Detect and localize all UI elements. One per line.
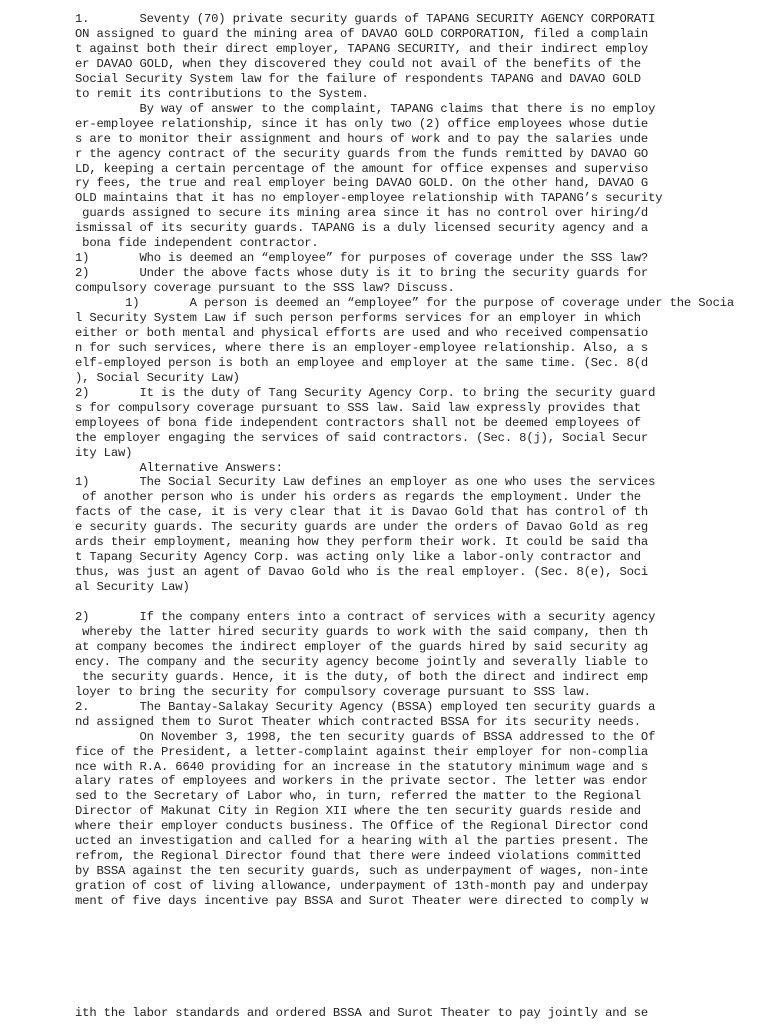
text-line: On November 3, 1998, the ten security guards of BSSA addressed to the Of bbox=[75, 729, 656, 744]
text-line: guards assigned to secure its mining area since it has no control over hiring/d bbox=[75, 206, 649, 221]
text-line: ith the labor standards and ordered BSSA and Surot Theater to pay jointly and se bbox=[75, 1006, 649, 1020]
text-line: 2. The Bantay-Salakay Security Agency (BSSA) employed ten security guards a bbox=[75, 699, 656, 714]
text-line: nce with R.A. 6640 providing for an increase in the statutory minimum wage and s bbox=[75, 759, 649, 774]
text-line: loyer to bring the security for compulsory coverage pursuant to SSS law. bbox=[75, 684, 591, 699]
text-line: at company becomes the indirect employer of the guards hired by said security ag bbox=[75, 639, 649, 654]
text-line: ry fees, the true and real employer being DAVAO GOLD. On the other hand, DAVAO G bbox=[75, 176, 649, 191]
text-line: e security guards. The security guards are under the orders of Davao Gold as reg bbox=[75, 520, 649, 535]
text-line: gration of cost of living allowance, underpayment of 13th-month pay and underpay bbox=[75, 879, 649, 894]
text-line: 2) If the company enters into a contract of services with a security agency bbox=[75, 610, 656, 624]
text-line: ency. The company and the security agency become jointly and severally liable to bbox=[75, 654, 649, 669]
text-line: Director of Makunat City in Region XII where the ten security guards reside and bbox=[75, 804, 641, 819]
text-line: al Security Law) bbox=[75, 580, 190, 595]
text-line: facts of the case, it is very clear that it is Davao Gold that has control of th bbox=[75, 505, 649, 520]
text-line: by BSSA against the ten security guards, such as underpayment of wages, non-inte bbox=[75, 864, 649, 879]
text-line: sed to the Secretary of Labor who, in turn, referred the matter to the Regional bbox=[75, 789, 641, 804]
text-line: alary rates of employees and workers in the private sector. The letter was endor bbox=[75, 774, 649, 789]
text-line: n for such services, where there is an employer-employee relationship. Also, a s bbox=[75, 340, 649, 355]
text-line: 1) Who is deemed an “employee” for purposes of coverage under the SSS law? bbox=[75, 251, 649, 266]
text-line: er-employee relationship, since it has only two (2) office employees whose dutie bbox=[75, 116, 649, 131]
text-line: 2) It is the duty of Tang Security Agency Corp. to bring the security guard bbox=[75, 385, 656, 400]
text-line: where their employer conducts business. The Office of the Regional Director cond bbox=[75, 819, 649, 834]
text-line: fice of the President, a letter-complaint against their employer for non-complia bbox=[75, 744, 649, 759]
text-line: ity Law) bbox=[75, 445, 133, 460]
text-line: the employer engaging the services of said contractors. (Sec. 8(j), Social Secur bbox=[75, 430, 649, 445]
text-line: employees of bona fide independent contractors shall not be deemed employees of bbox=[75, 415, 641, 430]
text-line: 1) The Social Security Law defines an employer as one who uses the services bbox=[75, 475, 656, 490]
text-line: whereby the latter hired security guards to work with the said company, then th bbox=[75, 624, 649, 639]
text-line: 2) Under the above facts whose duty is it to bring the security guards for bbox=[75, 266, 649, 281]
text-line: t Tapang Security Agency Corp. was acting only like a labor-only contractor and bbox=[75, 550, 641, 565]
text-line: ismissal of its security guards. TAPANG is a duly licensed security agency and a bbox=[75, 221, 649, 236]
text-line: to remit its contributions to the System. bbox=[75, 86, 369, 101]
text-line: Alternative Answers: bbox=[75, 460, 283, 475]
text-line: r the agency contract of the security guards from the funds remitted by DAVAO GO bbox=[75, 146, 649, 161]
text-line: refrom, the Regional Director found that there were indeed violations committed bbox=[75, 849, 641, 864]
text-line: of another person who is under his orders as regards the employment. Under the bbox=[75, 490, 641, 505]
text-line: s for compulsory coverage pursuant to SSS law. Said law expressly provides that bbox=[75, 400, 641, 415]
text-line: ucted an investigation and called for a hearing with al the parties present. The bbox=[75, 834, 649, 849]
text-line: By way of answer to the complaint, TAPANG claims that there is no employ bbox=[75, 101, 656, 116]
text-line: ON assigned to guard the mining area of DAVAO GOLD CORPORATION, filed a complain bbox=[75, 26, 649, 41]
text-line: er DAVAO GOLD, when they discovered they could not avail of the benefits of the bbox=[75, 56, 641, 71]
text-line: 1) A person is deemed an “employee” for the purpose of coverage under the Socia bbox=[75, 296, 735, 311]
text-line: nd assigned them to Surot Theater which contracted BSSA for its security needs. bbox=[75, 714, 641, 729]
text-line: l Security System Law if such person performs services for an employer in which bbox=[75, 311, 641, 325]
text-line: elf-employed person is both an employee and employer at the same time. (Sec. 8(d bbox=[75, 355, 649, 370]
text-line: 1. Seventy (70) private security guards of TAPANG SECURITY AGENCY CORPORATI bbox=[75, 12, 656, 26]
text-line: Social Security System law for the failure of respondents TAPANG and DAVAO GOLD bbox=[75, 71, 641, 86]
text-line: compulsory coverage pursuant to the SSS law? Discuss. bbox=[75, 281, 455, 296]
text-line: OLD maintains that it has no employer-employee relationship with TAPANG’s security bbox=[75, 191, 663, 206]
text-line: ment of five days incentive pay BSSA and Surot Theater were directed to comply w bbox=[75, 894, 649, 909]
text-line: ards their employment, meaning how they perform their work. It could be said tha bbox=[75, 535, 649, 550]
text-line: thus, was just an agent of Davao Gold who is the real employer. (Sec. 8(e), Soci bbox=[75, 565, 649, 580]
text-line: t against both their direct employer, TAPANG SECURITY, and their indirect employ bbox=[75, 41, 649, 56]
text-line: bona fide independent contractor. bbox=[75, 236, 319, 251]
text-line: either or both mental and physical efforts are used and who received compensatio bbox=[75, 325, 649, 340]
text-line: s are to monitor their assignment and hours of work and to pay the salaries unde bbox=[75, 131, 649, 146]
text-line: ), Social Security Law) bbox=[75, 370, 240, 385]
text-line: LD, keeping a certain percentage of the amount for office expenses and superviso bbox=[75, 161, 649, 176]
text-line: the security guards. Hence, it is the duty, of both the direct and indirect emp bbox=[75, 669, 649, 684]
